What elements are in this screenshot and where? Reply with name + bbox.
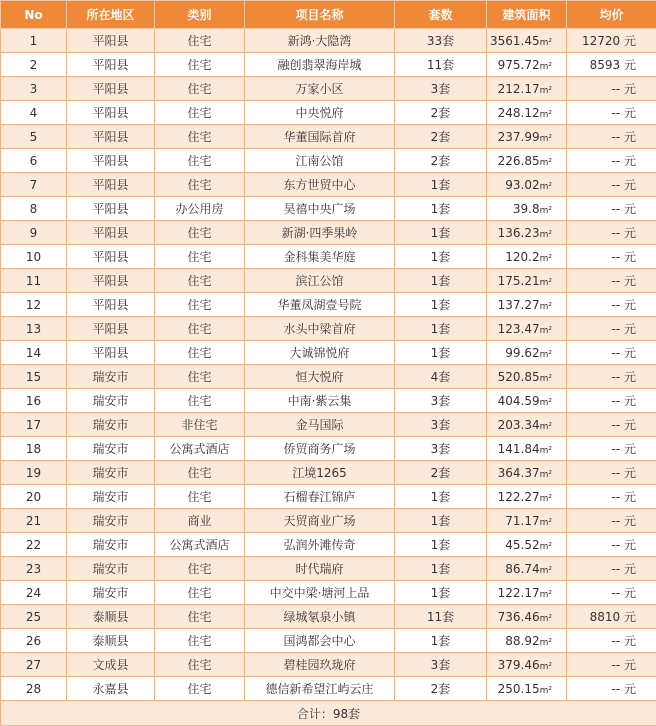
cell-units: 2套 xyxy=(395,461,487,485)
cell-type: 住宅 xyxy=(155,53,245,77)
area-unit: m² xyxy=(540,542,552,552)
table-body xyxy=(1,29,656,701)
table-row xyxy=(1,173,656,197)
cell-price: -- 元 xyxy=(567,629,656,653)
cell-price: 8593 元 xyxy=(567,53,656,77)
cell-price: -- 元 xyxy=(567,365,656,389)
cell-region: 瑞安市 xyxy=(67,413,155,437)
cell-region: 平阳县 xyxy=(67,317,155,341)
cell-area: 212.17m² xyxy=(487,77,567,101)
cell-type: 住宅 xyxy=(155,221,245,245)
cell-price: -- 元 xyxy=(567,269,656,293)
area-unit: m² xyxy=(540,374,552,384)
cell-price: -- 元 xyxy=(567,245,656,269)
cell-region: 泰顺县 xyxy=(67,629,155,653)
cell-no: 1 xyxy=(1,29,67,53)
cell-no: 2 xyxy=(1,53,67,77)
cell-area: 379.46m² xyxy=(487,653,567,677)
cell-area: 226.85m² xyxy=(487,149,567,173)
cell-area: 736.46m² xyxy=(487,605,567,629)
header-project-name: 项目名称 xyxy=(245,1,395,29)
area-unit: m² xyxy=(540,278,552,288)
table-row xyxy=(1,485,656,509)
cell-project-name: 华董国际首府 xyxy=(245,125,395,149)
cell-price: -- 元 xyxy=(567,101,656,125)
cell-project-name: 中南·紫云集 xyxy=(245,389,395,413)
cell-region: 平阳县 xyxy=(67,341,155,365)
cell-type: 住宅 xyxy=(155,317,245,341)
cell-type: 住宅 xyxy=(155,125,245,149)
area-unit: m² xyxy=(540,326,552,336)
cell-type: 住宅 xyxy=(155,29,245,53)
cell-project-name: 新湖·四季果岭 xyxy=(245,221,395,245)
cell-type: 住宅 xyxy=(155,461,245,485)
cell-units: 1套 xyxy=(395,269,487,293)
cell-region: 平阳县 xyxy=(67,101,155,125)
cell-project-name: 滨江公馆 xyxy=(245,269,395,293)
area-unit: m² xyxy=(540,134,552,144)
cell-project-name: 江境1265 xyxy=(245,461,395,485)
cell-region: 平阳县 xyxy=(67,221,155,245)
cell-units: 1套 xyxy=(395,173,487,197)
cell-price: -- 元 xyxy=(567,509,656,533)
cell-area: 99.62m² xyxy=(487,341,567,365)
cell-project-name: 融创翡翠海岸城 xyxy=(245,53,395,77)
cell-units: 1套 xyxy=(395,317,487,341)
cell-no: 6 xyxy=(1,149,67,173)
cell-no: 23 xyxy=(1,557,67,581)
header-type: 类别 xyxy=(155,1,245,29)
cell-units: 2套 xyxy=(395,125,487,149)
cell-area: 248.12m² xyxy=(487,101,567,125)
cell-project-name: 中交中梁·塘河上品 xyxy=(245,581,395,605)
cell-region: 瑞安市 xyxy=(67,485,155,509)
cell-region: 泰顺县 xyxy=(67,605,155,629)
area-unit: m² xyxy=(540,110,552,120)
area-unit: m² xyxy=(540,590,552,600)
table-row xyxy=(1,509,656,533)
table-row xyxy=(1,365,656,389)
cell-units: 3套 xyxy=(395,389,487,413)
cell-price: -- 元 xyxy=(567,581,656,605)
cell-region: 瑞安市 xyxy=(67,533,155,557)
cell-no: 10 xyxy=(1,245,67,269)
cell-price: -- 元 xyxy=(567,317,656,341)
cell-no: 27 xyxy=(1,653,67,677)
cell-project-name: 江南公馆 xyxy=(245,149,395,173)
cell-area: 122.17m² xyxy=(487,581,567,605)
cell-no: 22 xyxy=(1,533,67,557)
cell-price: -- 元 xyxy=(567,413,656,437)
cell-region: 平阳县 xyxy=(67,173,155,197)
area-unit: m² xyxy=(540,38,552,48)
cell-region: 瑞安市 xyxy=(67,365,155,389)
area-unit: m² xyxy=(540,494,552,504)
cell-type: 住宅 xyxy=(155,605,245,629)
cell-units: 1套 xyxy=(395,293,487,317)
cell-type: 住宅 xyxy=(155,365,245,389)
area-unit: m² xyxy=(540,254,552,264)
cell-price: -- 元 xyxy=(567,173,656,197)
cell-price: -- 元 xyxy=(567,77,656,101)
cell-area: 136.23m² xyxy=(487,221,567,245)
cell-region: 平阳县 xyxy=(67,197,155,221)
cell-project-name: 碧桂园玖珑府 xyxy=(245,653,395,677)
cell-area: 88.92m² xyxy=(487,629,567,653)
cell-area: 141.84m² xyxy=(487,437,567,461)
cell-units: 3套 xyxy=(395,413,487,437)
cell-no: 15 xyxy=(1,365,67,389)
cell-project-name: 华董凤湖壹号院 xyxy=(245,293,395,317)
total-cell: 合计：98套 xyxy=(1,701,656,726)
cell-units: 33套 xyxy=(395,29,487,53)
cell-region: 平阳县 xyxy=(67,149,155,173)
area-unit: m² xyxy=(540,566,552,576)
area-unit: m² xyxy=(540,422,552,432)
cell-price: 12720 元 xyxy=(567,29,656,53)
table-row xyxy=(1,605,656,629)
cell-area: 404.59m² xyxy=(487,389,567,413)
cell-region: 平阳县 xyxy=(67,245,155,269)
table-row xyxy=(1,29,656,53)
cell-no: 20 xyxy=(1,485,67,509)
cell-units: 1套 xyxy=(395,629,487,653)
cell-area: 137.27m² xyxy=(487,293,567,317)
cell-type: 住宅 xyxy=(155,581,245,605)
cell-project-name: 弘润外滩传奇 xyxy=(245,533,395,557)
cell-price: -- 元 xyxy=(567,149,656,173)
cell-area: 120.2m² xyxy=(487,245,567,269)
cell-area: 93.02m² xyxy=(487,173,567,197)
cell-no: 25 xyxy=(1,605,67,629)
area-unit: m² xyxy=(540,206,552,216)
cell-price: -- 元 xyxy=(567,557,656,581)
cell-area: 975.72m² xyxy=(487,53,567,77)
area-unit: m² xyxy=(540,518,552,528)
cell-project-name: 金科集美华庭 xyxy=(245,245,395,269)
header-units: 套数 xyxy=(395,1,487,29)
cell-price: -- 元 xyxy=(567,197,656,221)
cell-price: -- 元 xyxy=(567,125,656,149)
cell-no: 28 xyxy=(1,677,67,701)
cell-region: 文成县 xyxy=(67,653,155,677)
cell-project-name: 昊禧中央广场 xyxy=(245,197,395,221)
cell-region: 平阳县 xyxy=(67,293,155,317)
cell-no: 7 xyxy=(1,173,67,197)
cell-project-name: 大诚锦悦府 xyxy=(245,341,395,365)
area-unit: m² xyxy=(540,62,552,72)
table-row xyxy=(1,245,656,269)
cell-units: 2套 xyxy=(395,101,487,125)
cell-no: 13 xyxy=(1,317,67,341)
table-row xyxy=(1,413,656,437)
cell-no: 12 xyxy=(1,293,67,317)
cell-units: 11套 xyxy=(395,605,487,629)
cell-type: 住宅 xyxy=(155,389,245,413)
cell-project-name: 侨贸商务广场 xyxy=(245,437,395,461)
cell-units: 1套 xyxy=(395,509,487,533)
table-row xyxy=(1,125,656,149)
cell-type: 办公用房 xyxy=(155,197,245,221)
cell-price: -- 元 xyxy=(567,677,656,701)
table-row xyxy=(1,341,656,365)
table-row xyxy=(1,629,656,653)
table-row xyxy=(1,677,656,701)
table-row xyxy=(1,221,656,245)
cell-units: 3套 xyxy=(395,77,487,101)
cell-units: 1套 xyxy=(395,197,487,221)
cell-project-name: 水头中梁首府 xyxy=(245,317,395,341)
cell-region: 瑞安市 xyxy=(67,509,155,533)
table-row xyxy=(1,101,656,125)
cell-area: 3561.45m² xyxy=(487,29,567,53)
cell-region: 瑞安市 xyxy=(67,389,155,413)
cell-project-name: 东方世贸中心 xyxy=(245,173,395,197)
table-row xyxy=(1,461,656,485)
cell-type: 住宅 xyxy=(155,485,245,509)
cell-price: -- 元 xyxy=(567,653,656,677)
cell-type: 商业 xyxy=(155,509,245,533)
cell-price: -- 元 xyxy=(567,437,656,461)
cell-no: 14 xyxy=(1,341,67,365)
cell-project-name: 德信新希望江屿云庄 xyxy=(245,677,395,701)
cell-type: 住宅 xyxy=(155,101,245,125)
cell-type: 非住宅 xyxy=(155,413,245,437)
cell-no: 26 xyxy=(1,629,67,653)
cell-units: 4套 xyxy=(395,365,487,389)
area-unit: m² xyxy=(540,614,552,624)
cell-no: 3 xyxy=(1,77,67,101)
cell-area: 520.85m² xyxy=(487,365,567,389)
cell-area: 86.74m² xyxy=(487,557,567,581)
cell-units: 1套 xyxy=(395,557,487,581)
cell-no: 19 xyxy=(1,461,67,485)
area-unit: m² xyxy=(540,302,552,312)
cell-units: 1套 xyxy=(395,221,487,245)
cell-area: 364.37m² xyxy=(487,461,567,485)
cell-no: 17 xyxy=(1,413,67,437)
header-no: No xyxy=(1,1,67,29)
cell-type: 住宅 xyxy=(155,173,245,197)
area-unit: m² xyxy=(540,686,552,696)
area-unit: m² xyxy=(540,470,552,480)
cell-area: 250.15m² xyxy=(487,677,567,701)
cell-no: 8 xyxy=(1,197,67,221)
area-unit: m² xyxy=(540,398,552,408)
cell-price: -- 元 xyxy=(567,293,656,317)
cell-type: 住宅 xyxy=(155,653,245,677)
cell-area: 71.17m² xyxy=(487,509,567,533)
table-header-row xyxy=(1,1,656,29)
cell-type: 住宅 xyxy=(155,77,245,101)
cell-no: 24 xyxy=(1,581,67,605)
header-region: 所在地区 xyxy=(67,1,155,29)
cell-region: 平阳县 xyxy=(67,269,155,293)
cell-price: -- 元 xyxy=(567,389,656,413)
cell-type: 住宅 xyxy=(155,557,245,581)
cell-area: 122.27m² xyxy=(487,485,567,509)
cell-units: 1套 xyxy=(395,341,487,365)
cell-area: 39.8m² xyxy=(487,197,567,221)
cell-units: 3套 xyxy=(395,653,487,677)
cell-type: 住宅 xyxy=(155,341,245,365)
cell-no: 5 xyxy=(1,125,67,149)
cell-units: 2套 xyxy=(395,677,487,701)
table-row xyxy=(1,317,656,341)
cell-price: -- 元 xyxy=(567,533,656,557)
cell-area: 175.21m² xyxy=(487,269,567,293)
cell-units: 1套 xyxy=(395,485,487,509)
area-unit: m² xyxy=(540,86,552,96)
table-row xyxy=(1,77,656,101)
cell-type: 住宅 xyxy=(155,293,245,317)
cell-area: 123.47m² xyxy=(487,317,567,341)
cell-region: 平阳县 xyxy=(67,77,155,101)
table-row xyxy=(1,533,656,557)
table-row xyxy=(1,293,656,317)
table-row xyxy=(1,389,656,413)
cell-units: 1套 xyxy=(395,581,487,605)
cell-type: 住宅 xyxy=(155,269,245,293)
cell-type: 公寓式酒店 xyxy=(155,437,245,461)
cell-project-name: 中央悦府 xyxy=(245,101,395,125)
cell-units: 3套 xyxy=(395,437,487,461)
cell-units: 11套 xyxy=(395,53,487,77)
header-area: 建筑面积 xyxy=(487,1,567,29)
area-unit: m² xyxy=(540,182,552,192)
cell-region: 平阳县 xyxy=(67,125,155,149)
cell-no: 16 xyxy=(1,389,67,413)
cell-project-name: 万家小区 xyxy=(245,77,395,101)
header-price: 均价 xyxy=(567,1,656,29)
area-unit: m² xyxy=(540,230,552,240)
cell-price: -- 元 xyxy=(567,341,656,365)
area-unit: m² xyxy=(540,446,552,456)
cell-area: 203.34m² xyxy=(487,413,567,437)
cell-no: 9 xyxy=(1,221,67,245)
cell-project-name: 金马国际 xyxy=(245,413,395,437)
table-row xyxy=(1,557,656,581)
table-row xyxy=(1,53,656,77)
cell-price: -- 元 xyxy=(567,461,656,485)
area-unit: m² xyxy=(540,662,552,672)
cell-units: 2套 xyxy=(395,149,487,173)
cell-no: 18 xyxy=(1,437,67,461)
cell-no: 21 xyxy=(1,509,67,533)
cell-project-name: 时代瑞府 xyxy=(245,557,395,581)
cell-region: 瑞安市 xyxy=(67,557,155,581)
area-unit: m² xyxy=(540,638,552,648)
cell-project-name: 新鸿·大隐湾 xyxy=(245,29,395,53)
cell-region: 瑞安市 xyxy=(67,581,155,605)
cell-project-name: 国鸿都会中心 xyxy=(245,629,395,653)
table-row xyxy=(1,197,656,221)
cell-region: 永嘉县 xyxy=(67,677,155,701)
cell-units: 1套 xyxy=(395,245,487,269)
cell-project-name: 绿城氡泉小镇 xyxy=(245,605,395,629)
table-row xyxy=(1,653,656,677)
cell-area: 45.52m² xyxy=(487,533,567,557)
cell-units: 1套 xyxy=(395,533,487,557)
cell-type: 住宅 xyxy=(155,629,245,653)
table-row xyxy=(1,269,656,293)
cell-type: 住宅 xyxy=(155,149,245,173)
cell-region: 瑞安市 xyxy=(67,437,155,461)
cell-area: 237.99m² xyxy=(487,125,567,149)
cell-project-name: 石榴春江锦庐 xyxy=(245,485,395,509)
cell-region: 平阳县 xyxy=(67,53,155,77)
cell-type: 住宅 xyxy=(155,245,245,269)
cell-region: 平阳县 xyxy=(67,29,155,53)
cell-type: 住宅 xyxy=(155,677,245,701)
cell-price: -- 元 xyxy=(567,485,656,509)
cell-no: 4 xyxy=(1,101,67,125)
cell-price: -- 元 xyxy=(567,221,656,245)
cell-project-name: 天贸商业广场 xyxy=(245,509,395,533)
cell-project-name: 恒大悦府 xyxy=(245,365,395,389)
table-row xyxy=(1,149,656,173)
cell-region: 瑞安市 xyxy=(67,461,155,485)
cell-no: 11 xyxy=(1,269,67,293)
cell-price: 8810 元 xyxy=(567,605,656,629)
area-unit: m² xyxy=(540,158,552,168)
area-unit: m² xyxy=(540,350,552,360)
cell-type: 公寓式酒店 xyxy=(155,533,245,557)
table-row xyxy=(1,581,656,605)
table-row xyxy=(1,437,656,461)
